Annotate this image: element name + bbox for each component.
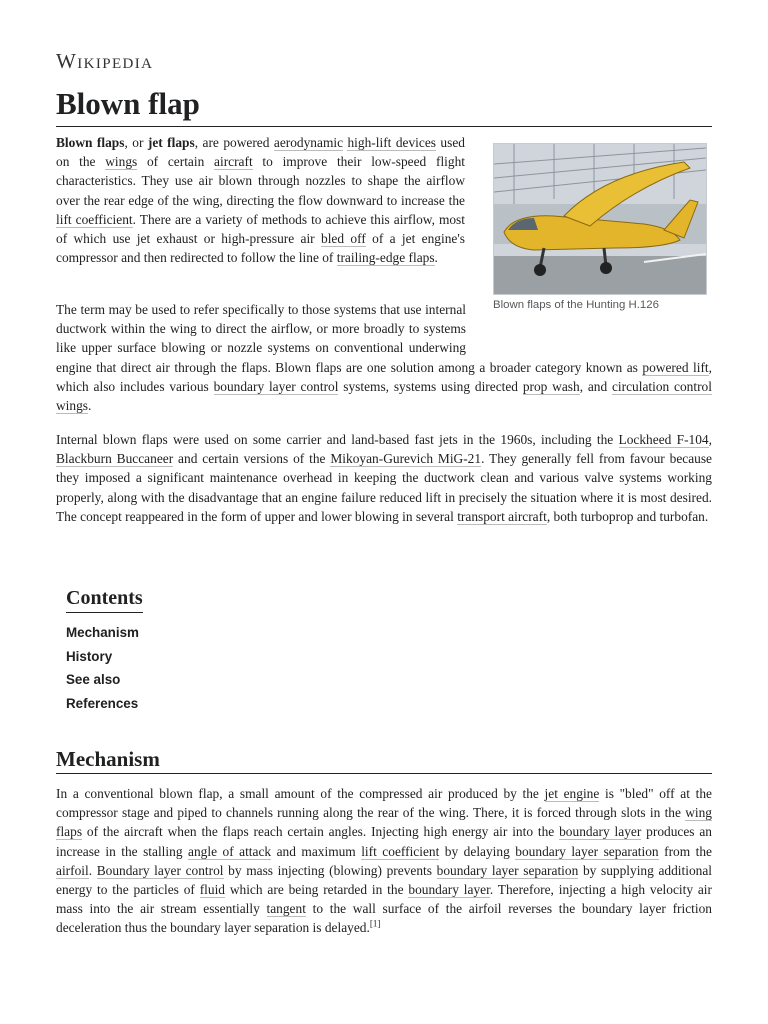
text: to the wall surface of the airfoil reverses the boundary layer friction deceleration thus the boundary layer separation is delayed. — [56, 901, 712, 936]
aircraft-photo[interactable] — [493, 143, 707, 295]
text: of a jet engine's compressor and then redirected to follow the line of — [56, 231, 465, 266]
term-jet-flaps: jet flaps — [147, 135, 195, 150]
toc-item-mechanism[interactable]: Mechanism — [66, 625, 139, 640]
text: of the aircraft when the flaps reach certain angles. Injecting high energy air into the — [82, 824, 560, 840]
link-wing-flaps[interactable]: wing flaps — [56, 805, 712, 840]
text: which are being retarded in the — [225, 882, 409, 898]
citation-1[interactable]: [1] — [369, 918, 381, 929]
text: and maximum — [271, 843, 362, 859]
link-aircraft[interactable]: aircraft — [214, 154, 253, 170]
infobox-figure — [493, 143, 707, 311]
intro-paragraph-3 — [56, 430, 712, 526]
text: by supplying additional energy to the particles of — [56, 862, 713, 898]
link-lift-coefficient[interactable]: lift coefficient — [56, 211, 133, 227]
text: . There are a variety of methods to achieve this airflow, most of which use jet exhaust or high-pressure air — [56, 211, 465, 247]
text: . — [88, 398, 92, 414]
toc-title: Contents — [66, 587, 143, 613]
link-circulation-control-wings[interactable]: circulation control wings — [56, 378, 712, 414]
text: to improve their low-speed flight characteristics. They use air blown through nozzles to shape the airflow over the rear edge of the wing, directing the flow downward to increase the — [56, 154, 465, 208]
toc-list — [66, 621, 143, 715]
link-transport-aircraft[interactable]: transport aircraft — [457, 508, 547, 524]
link-boundary-layer[interactable]: boundary layer — [559, 824, 642, 840]
link-mig-21[interactable]: Mikoyan-Gurevich MiG-21 — [330, 451, 482, 467]
text: systems, systems using directed — [338, 378, 523, 394]
link-boundary-layer-2[interactable]: boundary layer — [408, 882, 490, 898]
link-wings[interactable]: wings — [105, 154, 138, 170]
figure-caption: Blown flaps of the Hunting H.126 — [493, 299, 659, 311]
link-angle-of-attack[interactable]: angle of attack — [188, 843, 272, 859]
link-prop-wash[interactable]: prop wash — [522, 378, 580, 394]
link-boundary-layer-control-2[interactable]: Boundary layer control — [96, 862, 224, 878]
text: Internal blown flaps were used on some carrier and land-based fast jets in the 1960s, including the — [56, 432, 619, 447]
toc-item-references[interactable]: References — [66, 695, 139, 711]
text: produces an increase in the stalling — [56, 824, 712, 859]
link-airfoil[interactable]: airfoil — [56, 862, 89, 878]
link-tangent[interactable]: tangent — [266, 901, 306, 917]
link-lift-coefficient-2[interactable]: lift coefficient — [361, 843, 440, 859]
section-heading-mechanism: Mechanism — [56, 745, 712, 774]
link-boundary-layer-separation-2[interactable]: boundary layer separation — [436, 862, 579, 878]
page-title: Blown flap — [56, 84, 712, 127]
link-fluid[interactable]: fluid — [199, 882, 225, 898]
toc-item-history[interactable]: History — [66, 648, 113, 664]
text: In a conventional blown flap, a small amount of the compressed air produced by the — [56, 786, 545, 801]
text: , both turboprop and turbofan. — [546, 508, 709, 524]
table-of-contents — [66, 587, 143, 715]
text: by delaying — [439, 843, 516, 859]
link-high-lift-devices[interactable]: high-lift devices — [347, 135, 436, 150]
term-blown-flaps: Blown flaps — [56, 135, 125, 150]
figure-spacer — [466, 300, 712, 356]
text: is "bled" off at the compressor stage and piped to channels running along the rear of the wing. There, it is forced through slots in the — [56, 786, 712, 821]
link-blackburn-buccaneer[interactable]: Blackburn Buccaneer — [56, 451, 174, 467]
text: by mass injecting (blowing) prevents — [223, 862, 437, 878]
text: , are powered — [194, 135, 274, 150]
text: from the — [658, 843, 712, 859]
text: , — [708, 432, 712, 447]
mechanism-paragraph — [56, 784, 712, 938]
text: used on the — [56, 135, 465, 170]
link-jet-engine[interactable]: jet engine — [544, 786, 600, 801]
hangar-aircraft-illustration — [494, 144, 706, 294]
link-aerodynamic[interactable]: aerodynamic — [273, 135, 344, 150]
link-trailing-edge-flaps[interactable]: trailing-edge flaps — [336, 250, 435, 266]
link-powered-lift[interactable]: powered lift — [642, 359, 709, 375]
link-boundary-layer-separation[interactable]: boundary layer separation — [515, 843, 659, 859]
link-bled-off[interactable]: bled off — [321, 231, 366, 247]
text: . — [434, 250, 438, 266]
text: . Therefore, injecting a high velocity air mass into the air stream essentially — [56, 882, 712, 917]
text: . — [88, 862, 97, 878]
text: The term may be used to refer specifically to those systems that use internal ductwork within the wing to direct the airflow, or more broadly to systems like upper surface blowing or nozzle systems on conventional underwing engine that direct air through the flaps. Blown flaps are one solution among a broader category known as — [56, 302, 643, 375]
text: , which also includes various — [56, 359, 712, 394]
intro-paragraph-2 — [56, 300, 712, 415]
link-lockheed-f104[interactable]: Lockheed F-104 — [618, 432, 709, 447]
text: , or — [124, 135, 148, 150]
text: , and — [579, 378, 612, 394]
text: . They generally fell from favour because they imposed a significant maintenance overhead in keeping the ductwork clean and various valve systems working properly, along with the disadvantage that an engine failure reduced lift in precisely the situation where it is most desired. The concept reappeared in the form of upper and lower blowing in several — [56, 451, 713, 524]
text: of certain — [137, 154, 215, 170]
text: and certain versions of the — [173, 451, 331, 467]
wikipedia-wordmark[interactable]: Wikipedia — [56, 49, 154, 73]
link-boundary-layer-control[interactable]: boundary layer control — [213, 378, 339, 394]
intro-paragraph-1 — [56, 133, 465, 267]
toc-item-see-also[interactable]: See also — [66, 672, 121, 687]
